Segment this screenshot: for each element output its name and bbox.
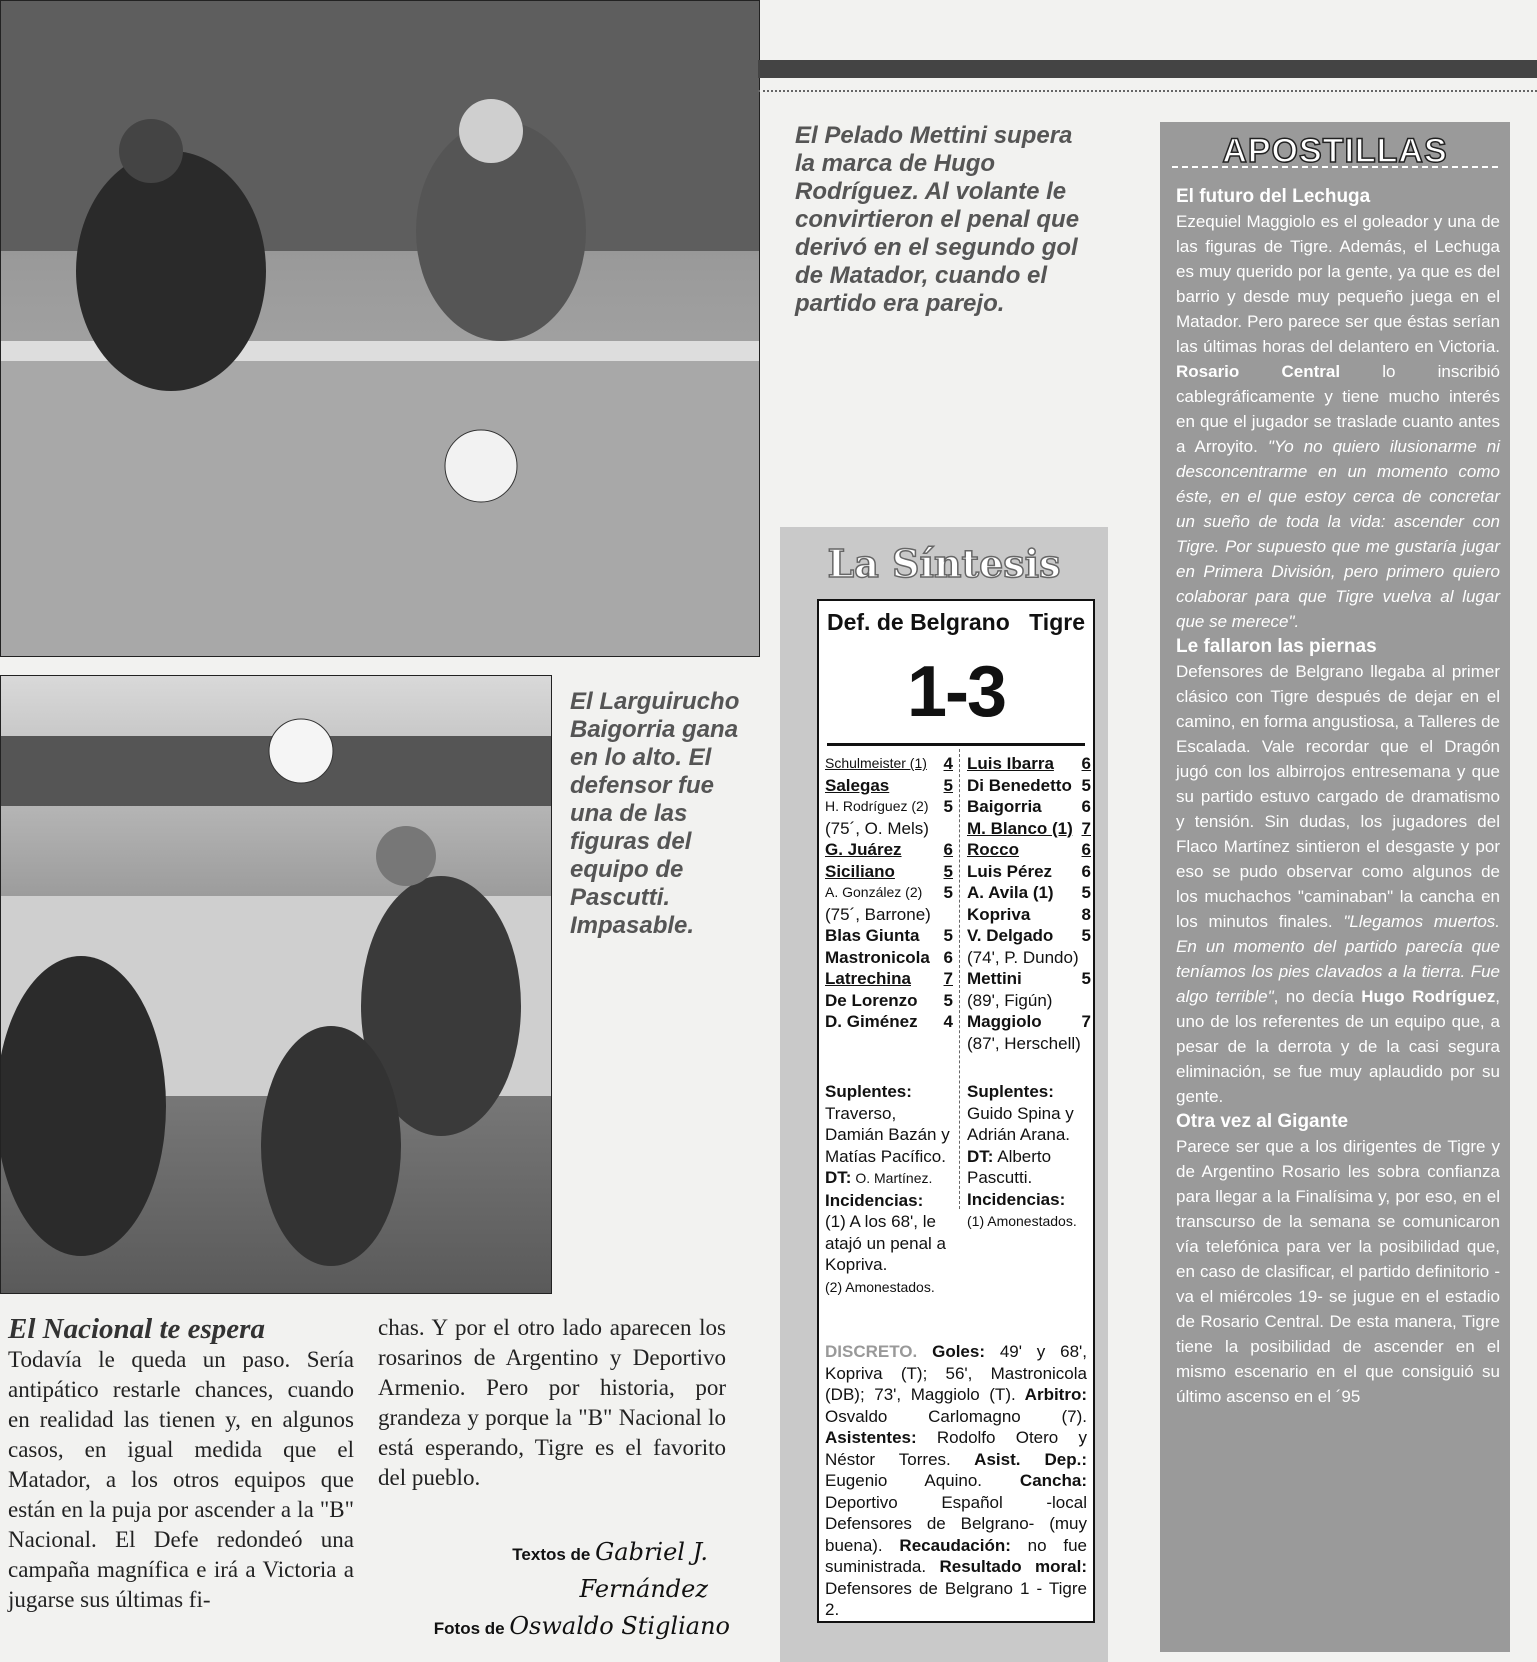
player-name: Luis Pérez [967, 861, 1053, 881]
photo-baigorria-image [1, 676, 551, 1293]
player-rating: 5 [943, 861, 953, 881]
player-row [967, 839, 1091, 861]
apostillas-paragraph-3: Parece ser que a los dirigentes de Tigre y de Argentino Rosario les sobra confianza para llegar a la Finalísima y, por eso, en el transcurso de la semana se comunicaron vía telefónica para ver la posibilidad que, en caso de clasificar, el partido definitorio -va el miércoles 19- se jugue en el estadio de Rosario Central. De esta manera, Tigre tiene la posibilidad de ascender en el mismo escenario en el que consiguió su último ascenso en el ´95 [1176, 1137, 1500, 1406]
article-title: El Nacional te espera [8, 1313, 265, 1345]
player-rating: 6 [1081, 840, 1091, 859]
player-name: De Lorenzo [825, 990, 918, 1010]
apostillas-heading-1: El futuro del Lechuga [1176, 186, 1371, 207]
player-row [825, 947, 953, 969]
player-name: Baigorria [967, 797, 1042, 816]
photo-baigorria [0, 675, 552, 1294]
player-rating: 7 [1081, 818, 1091, 838]
player-rating: 5 [1081, 883, 1091, 902]
player-name: D. Giménez [825, 1012, 918, 1031]
player-rating: 8 [1081, 904, 1091, 924]
player-rating: 5 [943, 883, 953, 902]
player-rating: 6 [943, 840, 953, 859]
apostillas-heading-3: Otra vez al Gigante [1176, 1111, 1349, 1132]
player-row [825, 861, 953, 883]
player-row [967, 796, 1091, 818]
caption-photo-bottom: El Larguirucho Baigorria gana en lo alto. El defensor fue una de las figuras del equipo de Pascutti. Impasable. [570, 688, 740, 939]
apostillas-paragraph-1: Ezequiel Maggiolo es el goleador y una de las figuras de Tigre. Además, el Lechuga es muy querido por la gente, ya que es del barrio y desde muy pequeño juega en el Matador. Pero parece ser que éstas serían las últimas horas del delantero en Victoria. Rosario Central lo inscribió cablegráficamente y tiene mucho interés en que el jugador se traslade cuanto antes a Arroyito. "Yo no quiero ilusionarme ni desconcentrarme en un momento como éste, en el que estoy cerca de concretar un sueño de toda la vida: ascender con Tigre. Por supuesto que me gustaría jugar en Primera División, pero primero quiero colaborar para que Tigre vuelva al lugar que se merece". [1176, 212, 1501, 631]
player-name: V. Delgado [967, 926, 1054, 945]
player-row [825, 775, 953, 797]
player-row [967, 861, 1091, 883]
player-row [825, 1011, 953, 1033]
away-lineup [967, 753, 1091, 1054]
player-row [967, 968, 1091, 990]
credit-photos: Fotos de Oswaldo Stigliano [433, 1612, 730, 1640]
dotted-rule [758, 90, 1537, 92]
teams-header [827, 609, 1085, 636]
photo-mettini [0, 0, 760, 657]
player-row [825, 839, 953, 861]
player-name: Salegas [825, 775, 890, 795]
credits [384, 1535, 730, 1646]
player-name: A. Avila (1) [967, 883, 1054, 902]
substitution: (74', P. Dundo) [967, 947, 1079, 967]
player-row [825, 882, 953, 904]
apostillas-body [1176, 184, 1500, 1409]
apostillas-paragraph-2: Defensores de Belgrano llegaba al primer clásico con Tigre después de dejar en el camino, en forma angustiosa, a Talleres de Escalada. Vale recordar que el Dragón jugó con los albirrojos entresemana y que su partido estuvo cargado de dramatismo y tensión. Sin dudas, los jugadores del Flaco Martínez sintieron el desgaste y por eso se pudo observar como algunos de los muchachos "caminaban" la cancha en los minutos finales. "Llegamos muertos. En un momento del partido parecía que teníamos los pies clavados a la tierra. Fue algo terrible", no decía Hugo Rodríguez, uno de los referentes de un equipo que, a pesar de la derrota y de la casi segura eliminación, se fue muy aplaudido por su gente. [1176, 662, 1500, 1106]
player-name: M. Blanco (1) [967, 818, 1073, 838]
header-bar [758, 60, 1537, 78]
player-rating: 5 [1081, 969, 1091, 988]
substitution: (89', Figún) [967, 990, 1053, 1010]
player-row [825, 968, 953, 990]
player-rating: 5 [943, 990, 953, 1010]
player-rating: 7 [943, 969, 953, 988]
player-name: Latrechina [825, 969, 911, 988]
sintesis-card [817, 599, 1095, 1623]
player-name: Di Benedetto [967, 775, 1072, 795]
player-row [825, 796, 953, 818]
player-row [967, 753, 1091, 775]
player-name: Maggiolo [967, 1012, 1042, 1031]
home-lineup [825, 753, 953, 1033]
apostillas-title: APOSTILLAS [1222, 132, 1448, 170]
article-column-2: chas. Y por el otro lado aparecen los rosarinos de Argentino y Deportivo Armenio. Pero por historia, por grandeza y porque la "B" Nacional lo está esperando, Tigre es el favorito del pueblo. [378, 1315, 726, 1490]
player-rating: 5 [943, 797, 953, 816]
player-name: Mettini [967, 969, 1022, 988]
substitution: (87', Herschell) [967, 1033, 1081, 1053]
player-name: Siciliano [825, 861, 895, 881]
player-rating: 6 [1081, 861, 1091, 881]
player-row [825, 990, 953, 1012]
substitution: (75´, O. Mels) [825, 818, 929, 838]
player-name: H. Rodríguez (2) [825, 798, 929, 814]
match-details: DISCRETO. Goles: 49' y 68', Kopriva (T); 56', Mastronicola (DB); 73', Maggiolo (T). Arbitro: Osvaldo Carlomagno (7). Asistentes: Rodolfo Otero y Néstor Torres. Asist. Dep.: Eugenio Aquino. Cancha: Deportivo Español -local Defensores de Belgrano- (muy buena). Recaudación: no fue suministrada. Resultado moral: Defensores de Belgrano 1 - Tigre 2. [825, 1342, 1088, 1619]
sintesis-box [780, 527, 1108, 1662]
apostillas-heading-2: Le fallaron las piernas [1176, 636, 1377, 657]
player-row [825, 753, 953, 775]
apostillas-box [1160, 122, 1510, 1652]
player-rating: 5 [1081, 775, 1091, 795]
home-extras: Suplentes: Traverso, Damián Bazán y Matías Pacífico. DT: O. Martínez. Incidencias: (1) A los 68', le atajó un penal a Kopriva. (2) Amonestados. [825, 1082, 950, 1295]
sintesis-title: La Síntesis [827, 541, 1061, 586]
player-rating: 5 [943, 926, 953, 945]
player-name: Blas Giunta [825, 926, 920, 945]
player-rating: 5 [1081, 926, 1091, 945]
player-rating: 5 [943, 775, 953, 795]
player-rating: 4 [943, 754, 953, 773]
player-row [967, 818, 1091, 840]
final-score: 1-3 [906, 652, 1006, 732]
away-extras: Suplentes: Guido Spina y Adrián Arana. DT: Alberto Pascutti. Incidencias: (1) Amonestados. [967, 1082, 1077, 1229]
player-row [967, 775, 1091, 797]
caption-photo-top: El Pelado Mettini supera la marca de Hugo Rodríguez. Al volante le convirtieron el penal que derivó en el segundo gol de Matador, cuando el partido era parejo. [795, 122, 1080, 317]
player-name: Rocco [967, 840, 1019, 859]
player-row [967, 882, 1091, 904]
player-rating: 6 [1081, 797, 1091, 816]
score-rule [827, 743, 1085, 746]
away-team: Tigre [1029, 609, 1085, 635]
apostillas-rule [1172, 166, 1498, 168]
column-separator [959, 749, 960, 1209]
credit-texts: Textos de Gabriel J. Fernández [512, 1538, 708, 1603]
player-rating: 6 [1081, 754, 1091, 773]
player-rating: 4 [943, 1012, 953, 1031]
home-team: Def. de Belgrano [827, 609, 1010, 635]
player-name: Schulmeister (1) [825, 755, 927, 771]
player-name: Mastronicola [825, 947, 930, 967]
player-name: Kopriva [967, 904, 1031, 924]
player-row [825, 925, 953, 947]
photo-mettini-image [1, 1, 759, 656]
substitution: (75´, Barrone) [825, 904, 931, 924]
player-rating: 6 [943, 947, 953, 967]
player-name: G. Juárez [825, 840, 902, 859]
player-rating: 7 [1081, 1012, 1091, 1031]
player-row [967, 925, 1091, 947]
player-row [967, 1011, 1091, 1033]
article-column-1: Todavía le queda un paso. Sería antipático restarle chances, cuando en realidad las tienen y, en algunos casos, en igual medida que el Matador, a los otros equipos que están en la puja por ascender a la "B" Nacional. El Defe redondeó una campaña magnífica e irá a Victoria a jugarse sus últimas fi- [8, 1347, 354, 1612]
player-row [967, 904, 1091, 926]
player-name: A. González (2) [825, 884, 923, 900]
player-name: Luis Ibarra [967, 754, 1054, 773]
